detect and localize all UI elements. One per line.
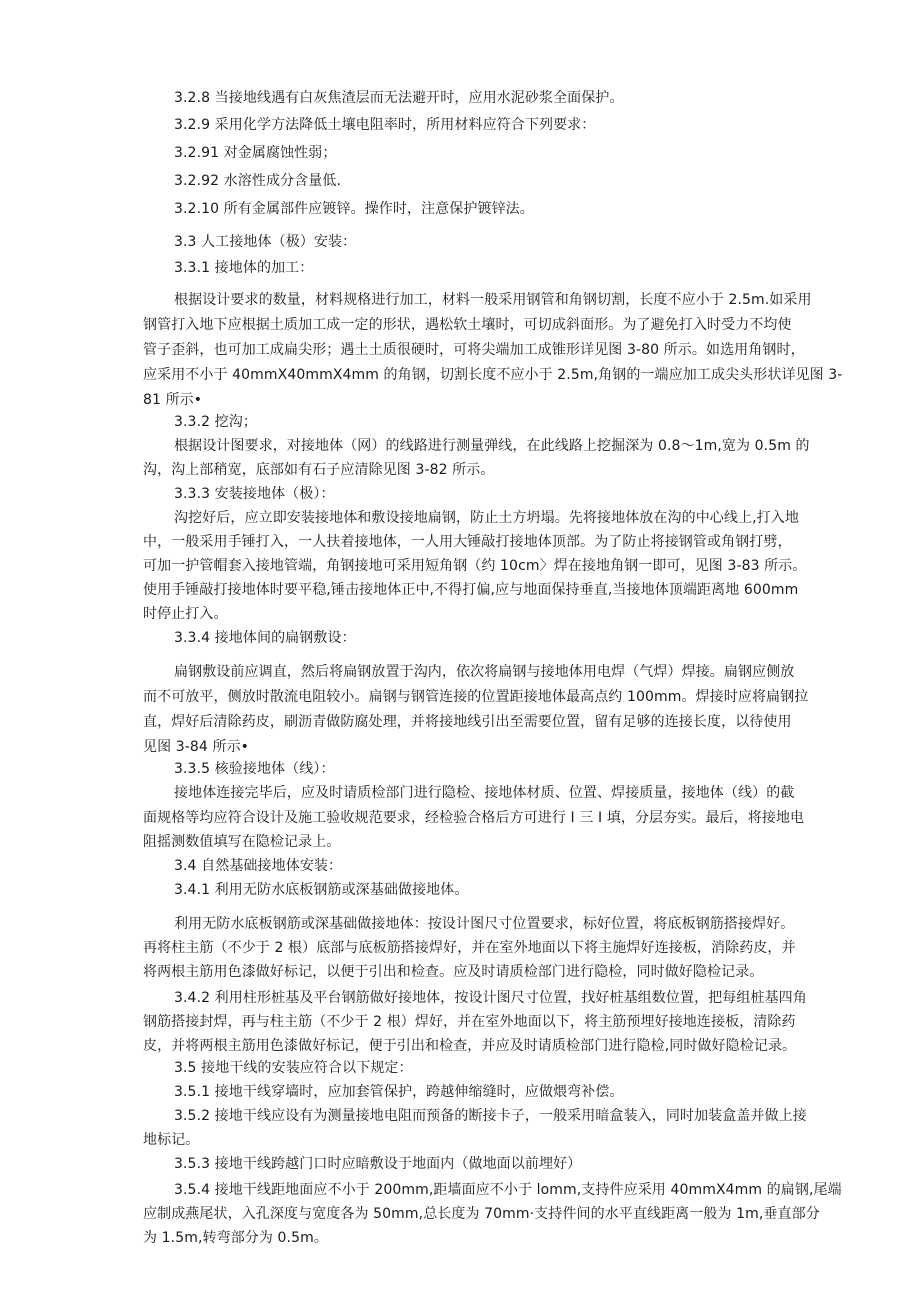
text-line: 3.2.9 采用化学方法降低土壤电阻率时，所用材料应符合下列要求： (174, 117, 596, 133)
paragraph-line: 将两根主筋用色漆做好标记，以便于引出和检查。应及时请质检部门进行隐检，同时做好隐检记录。 (143, 964, 764, 980)
paragraph-line: 3.5.4 接地干线距地面应不小于 200mm,距墙面应不小于 lomm,支持件应采用 40mmX4mm 的扁钢,尾端 (174, 1182, 842, 1198)
subsection-heading: 3.3.3 安装接地体（极）： (174, 486, 335, 502)
paragraph-line: 扁钢敷设前应调直，然后将扁钢放置于沟内，依次将扁钢与接地体用电焊（气焊）焊接。扁钢应侧放 (174, 664, 795, 680)
section-heading: 3.5 接地干线的安装应符合以下规定： (174, 1060, 413, 1076)
paragraph-line: 利用无防水底板钢筋或深基础做接地体：按设计图尺寸位置要求，标好位置，将底板钢筋搭接焊好。 (174, 916, 795, 932)
text-line: 3.2.92 水溶性成分含量低. (174, 173, 342, 189)
paragraph-line: 应采用不小于 40mmX40mmX4mm 的角钢，切割长度不应小于 2.5m,角钢的一端应加工成尖头形状详见图 3- (143, 367, 843, 383)
paragraph-line: 使用手锤敲打接地体时要平稳,锤击接地体正中,不得打偏,应与地面保持垂直,当接地体顶端距离地 600mm (143, 582, 799, 598)
paragraph-line: 时停止打入。 (143, 606, 228, 622)
text-line: 3.2.91 对金属腐蚀性弱； (174, 145, 337, 161)
text-line: 3.2.8 当接地线遇有白灰焦渣层而无法避开时，应用水泥砂浆全面保护。 (174, 90, 624, 106)
paragraph-line: 应制成燕尾状，入孔深度与宽度各为 50mm,总长度为 70mm·支持件间的水平直线距离一般为 1m,垂直部分 (143, 1206, 820, 1222)
paragraph-line: 根据设计图要求，对接地体（网）的线路进行测量弹线，在此线路上挖掘深为 0.8～1m,宽为 0.5m 的 (174, 438, 810, 454)
subsection-heading: 3.3.4 接地体间的扁钢敷设： (174, 630, 356, 646)
paragraph-line: 阻摇测数值填写在隐检记录上。 (143, 834, 341, 850)
paragraph-line: 地标记。 (143, 1132, 200, 1148)
paragraph-line: 管子歪斜，也可加工成扁尖形；遇土土质很硬时，可将尖端加工成锥形详见图 3-80 所示。如选用角钢时， (143, 342, 805, 358)
paragraph-line: 3.4.2 利用柱形桩基及平台钢筋做好接地体，按设计图尺寸位置，找好桩基组数位置，把每组桩基四角 (174, 990, 807, 1006)
subsection-heading: 3.4.1 利用无防水底板钢筋或深基础做接地体。 (174, 882, 469, 898)
paragraph-line: 3.5.2 接地干线应设有为测量接地电阻而预备的断接卡子，一般采用暗盒装入，同时加装盒盖并做上接 (174, 1108, 807, 1124)
paragraph-line: 钢筋搭接封焊，再与柱主筋（不少于 2 根）焊好，并在室外地面以下，将主筋预埋好接地连接板，清除药 (143, 1014, 796, 1030)
subsection-heading: 3.3.2 挖沟； (174, 414, 257, 430)
paragraph-line: 根据设计要求的数量，材料规格进行加工，材料一般采用钢管和角钢切割，长度不应小于 2.5m.如采用 (174, 292, 812, 308)
paragraph-line: 钢管打入地下应根据土质加工成一定的形状，遇松软土壤时，可切成斜面形。为了避免打入时受力不均使 (143, 317, 792, 333)
paragraph-line: 面规格等均应符合设计及施工验收规范要求，经检验合格后方可进行 I 三 I 填，分层夯实。最后，将接地电 (143, 810, 805, 826)
paragraph-line: 可加一护管帽套入接地管端，角钢接地可采用短角钢（约 10cm〉焊在接地角钢一即可，见图 3-83 所示。 (143, 558, 807, 574)
section-heading: 3.3 人工接地体（极）安装： (174, 234, 357, 250)
paragraph-line: 沟挖好后，应立即安装接地体和敷设接地扁钢，防止土方坍塌。先将接地体放在沟的中心线上,打入地 (174, 510, 799, 526)
paragraph-line: 直，焊好后清除药皮，刷沥青做防腐处理，并将接地线引出至需要位置，留有足够的连接长度，以待使用 (143, 714, 792, 730)
subsection-heading: 3.3.1 接地体的加工： (174, 260, 314, 276)
text-line: 3.2.10 所有金属部件应镀锌。操作时，注意保护镀锌法。 (174, 201, 534, 217)
paragraph-line: 中，一般采用手锤打入，一人扶着接地体，一人用大锤敲打接地体顶部。为了防止将接钢管或角钢打劈， (143, 534, 792, 550)
paragraph-line: 而不可放平，侧放时散流电阻较小。扁钢与钢管连接的位置距接地体最高点约 100mm。焊接时应将扁钢拉 (143, 689, 809, 705)
paragraph-line: 3.5.3 接地干线跨越门口时应暗敷设于地面内（做地面以前埋好） (174, 1156, 582, 1172)
subsection-heading: 3.3.5 核验接地体（线）： (174, 761, 335, 777)
paragraph-line: 81 所示• (143, 392, 203, 408)
paragraph-line: 3.5.1 接地干线穿墙时，应加套管保护，跨越伸缩缝时，应做煨弯补偿。 (174, 1084, 624, 1100)
paragraph-line: 再将柱主筋（不少于 2 根）底部与底板筋搭接焊好，并在室外地面以下将主施焊好连接板，消除药皮，并 (143, 940, 796, 956)
paragraph-line: 皮，并将两根主筋用色漆做好标记，便于引出和检查，并应及时请质检部门进行隐检,同时做好隐检记录。 (143, 1038, 797, 1054)
section-heading: 3.4 自然基础接地体安装： (174, 858, 343, 874)
paragraph-line: 为 1.5m,转弯部分为 0.5m。 (143, 1230, 328, 1246)
paragraph-line: 沟，沟上部稍宽，底部如有石子应清除见图 3-82 所示。 (143, 462, 495, 478)
paragraph-line: 接地体连接完毕后，应及时请质检部门进行隐检、接地体材质、位置、焊接质量，接地体（线）的截 (174, 785, 795, 801)
paragraph-line: 见图 3-84 所示• (143, 739, 250, 755)
